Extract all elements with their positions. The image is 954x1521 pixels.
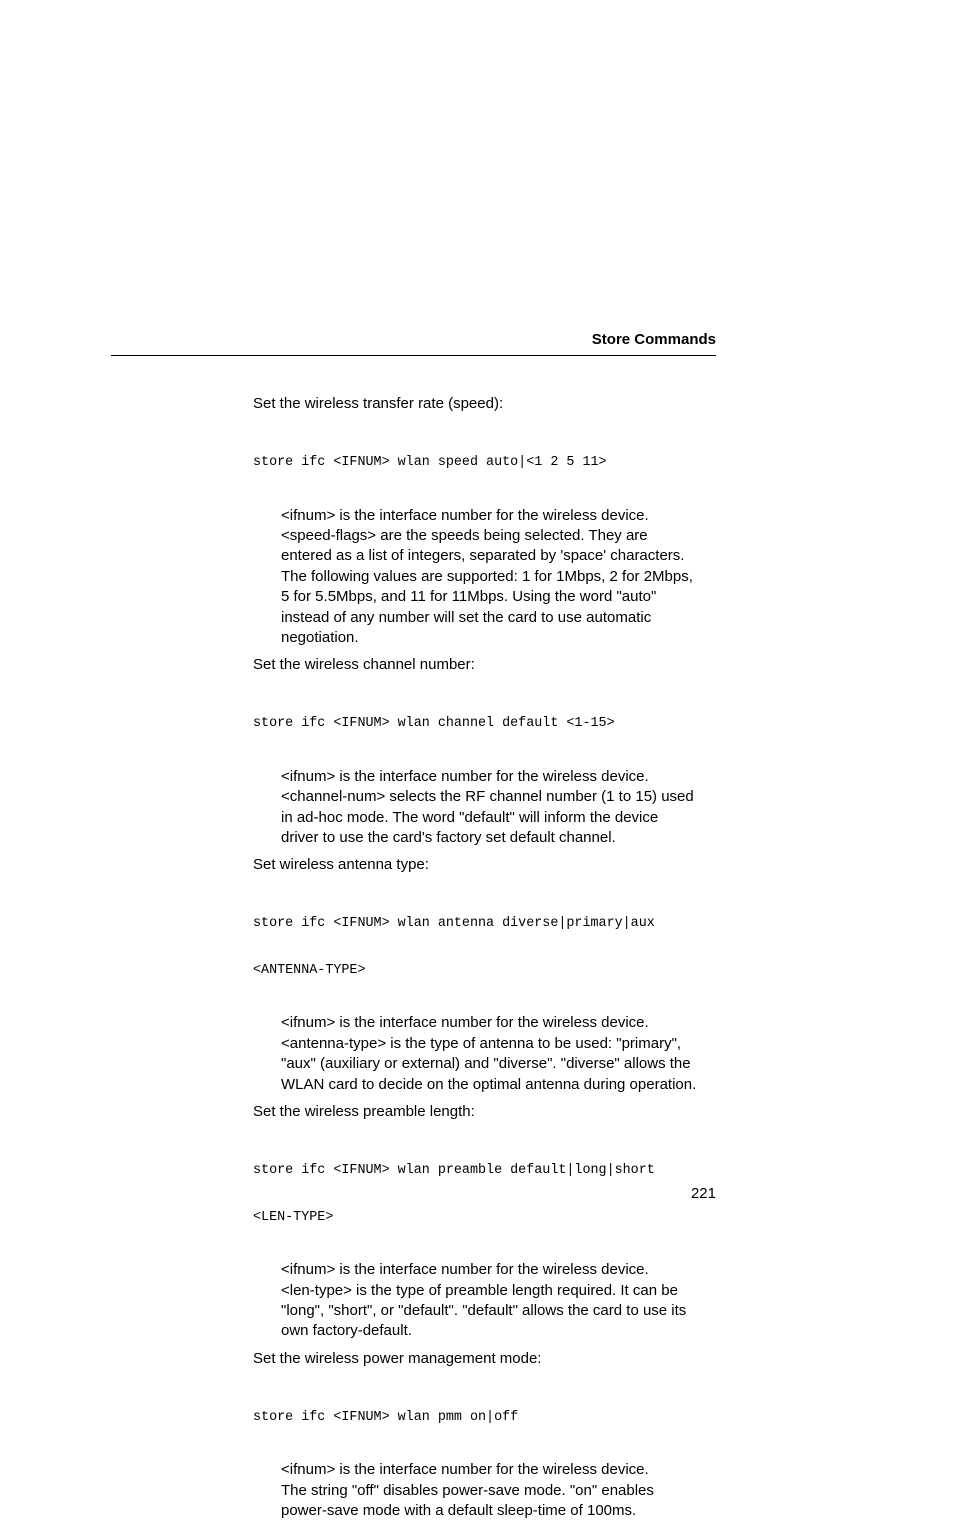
- description-line: 5 for 5.5Mbps, and 11 for 11Mbps. Using the word "auto": [281, 588, 657, 606]
- command-description: [281, 767, 723, 849]
- description-line: <antenna-type> is the type of antenna to be used: "primary",: [281, 1034, 682, 1052]
- description-line: own factory-default.: [281, 1322, 412, 1340]
- command-line: store ifc <IFNUM> wlan speed auto|<1 2 5 11>: [253, 455, 607, 470]
- section-intro: Set the wireless preamble length:: [253, 1103, 475, 1121]
- description-line: "long", "short", or "default". "default" allows the card to use its: [281, 1301, 687, 1319]
- description-line: The string "off" disables power-save mode. "on" enables: [281, 1481, 654, 1499]
- description-line: <ifnum> is the interface number for the wireless device.: [281, 506, 649, 524]
- running-header-title: Store Commands: [591, 331, 716, 348]
- command-line: store ifc <IFNUM> wlan antenna diverse|primary|aux: [253, 916, 655, 932]
- command-line: <LEN-TYPE>: [253, 1209, 334, 1225]
- section-antenna-type: [253, 856, 723, 1095]
- command-line: <ANTENNA-TYPE>: [253, 962, 366, 978]
- command-description: [281, 506, 723, 649]
- description-line: The following values are supported: 1 for 1Mbps, 2 for 2Mbps,: [281, 567, 693, 585]
- section-power-management: [253, 1350, 723, 1521]
- command-syntax: [253, 685, 723, 763]
- description-line: instead of any number will set the card to use automatic: [281, 608, 652, 626]
- page-number: 221: [690, 1185, 716, 1202]
- section-intro: Set the wireless power management mode:: [253, 1349, 542, 1367]
- command-line: store ifc <IFNUM> wlan preamble default|long|short: [253, 1163, 655, 1179]
- description-line: driver to use the card's factory set default channel.: [281, 829, 616, 847]
- description-line: <len-type> is the type of preamble length required. It can be: [281, 1281, 678, 1299]
- command-description: [281, 1260, 723, 1342]
- description-line: <channel-num> selects the RF channel number (1 to 15) used: [281, 788, 694, 806]
- command-line: store ifc <IFNUM> wlan channel default <1-15>: [253, 716, 615, 732]
- description-line: <ifnum> is the interface number for the wireless device.: [281, 767, 649, 785]
- description-line: <ifnum> is the interface number for the wireless device.: [281, 1261, 649, 1279]
- description-line: "aux" (auxiliary or external) and "diverse". "diverse" allows the: [281, 1055, 691, 1073]
- command-description: [281, 1013, 723, 1095]
- description-line: in ad-hoc mode. The word "default" will inform the device: [281, 808, 659, 826]
- description-line: <ifnum> is the interface number for the wireless device.: [281, 1014, 649, 1032]
- section-transfer-rate: [253, 395, 723, 648]
- description-line: negotiation.: [281, 628, 359, 646]
- command-line: store ifc <IFNUM> wlan pmm on|off: [253, 1409, 519, 1425]
- command-syntax: [253, 424, 723, 502]
- header-rule: [111, 355, 716, 356]
- description-line: power-save mode with a default sleep-time of 100ms.: [281, 1502, 637, 1520]
- section-channel-number: [253, 656, 723, 848]
- description-line: <speed-flags> are the speeds being selected. They are: [281, 526, 648, 544]
- section-intro: Set wireless antenna type:: [253, 856, 429, 874]
- section-preamble-length: [253, 1103, 723, 1342]
- description-line: entered as a list of integers, separated by 'space' characters.: [281, 547, 685, 565]
- description-line: WLAN card to decide on the optimal antenna during operation.: [281, 1075, 697, 1093]
- command-description: [281, 1460, 723, 1521]
- section-intro: Set the wireless transfer rate (speed):: [253, 395, 504, 412]
- section-intro: Set the wireless channel number:: [253, 656, 475, 674]
- command-syntax: [253, 885, 723, 1009]
- description-line: <ifnum> is the interface number for the wireless device.: [281, 1461, 649, 1479]
- page-content: [253, 395, 723, 1521]
- command-syntax: [253, 1379, 723, 1457]
